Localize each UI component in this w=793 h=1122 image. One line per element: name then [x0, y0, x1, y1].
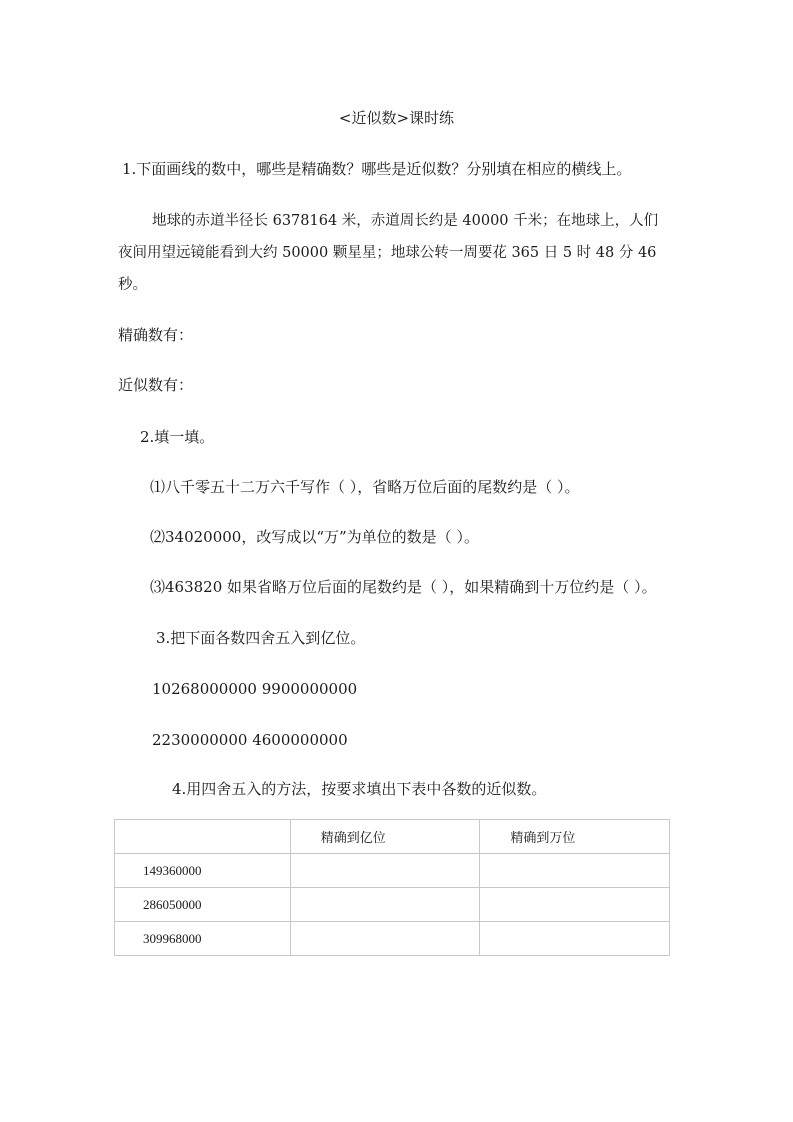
question-3-numbers-row-2: 2230000000 4600000000 [152, 731, 348, 749]
table-row [115, 922, 670, 956]
table-header-cell [115, 820, 291, 854]
question-2-item-2: ⑵34020000，改写成以“万”为单位的数是（ ）。 [150, 528, 479, 546]
table-header-cell: 精确到万位 [480, 820, 670, 854]
table-cell-number: 309968000 [115, 922, 291, 956]
question-3-prompt: 3.把下面各数四舍五入到亿位。 [156, 629, 366, 647]
table-cell-answer[interactable] [290, 888, 480, 922]
table-cell-answer[interactable] [480, 922, 670, 956]
table-row [115, 854, 670, 888]
question-2-prompt: 2.填一填。 [140, 428, 215, 446]
approx-numbers-label: 近似数有： [118, 376, 194, 394]
question-2-item-3: ⑶463820 如果省略万位后面的尾数约是（ ），如果精确到十万位约是（ ）。 [150, 578, 657, 596]
page-title: <近似数>课时练 [338, 109, 455, 127]
question-1-paragraph-line-2: 夜间用望远镜能看到大约 50000 颗星星；地球公转一周要花 365 日 5 时 48 分 46 [118, 245, 657, 261]
table-cell-answer[interactable] [290, 922, 480, 956]
table-header-row [115, 820, 670, 854]
table-cell-answer[interactable] [290, 854, 480, 888]
table-cell-number: 286050000 [115, 888, 291, 922]
table-header-cell: 精确到亿位 [290, 820, 480, 854]
question-1-paragraph-line-3: 秒。 [118, 277, 147, 293]
table-row [115, 888, 670, 922]
approximation-table [114, 819, 670, 956]
table-cell-answer[interactable] [480, 888, 670, 922]
table-cell-number: 149360000 [115, 854, 291, 888]
question-4-prompt: 4.用四舍五入的方法，按要求填出下表中各数的近似数。 [172, 780, 547, 798]
exact-numbers-label: 精确数有： [118, 326, 194, 344]
question-2-item-1: ⑴八千零五十二万六千写作（ ），省略万位后面的尾数约是（ ）。 [150, 478, 580, 496]
question-1-paragraph-line-1: 地球的赤道半径长 6378164 米，赤道周长约是 40000 千米；在地球上，人们 [152, 213, 659, 229]
table-cell-answer[interactable] [480, 854, 670, 888]
question-1-prompt: 1.下面画线的数中，哪些是精确数？哪些是近似数？分别填在相应的横线上。 [122, 160, 632, 178]
question-3-numbers-row-1: 10268000000 9900000000 [152, 680, 358, 698]
